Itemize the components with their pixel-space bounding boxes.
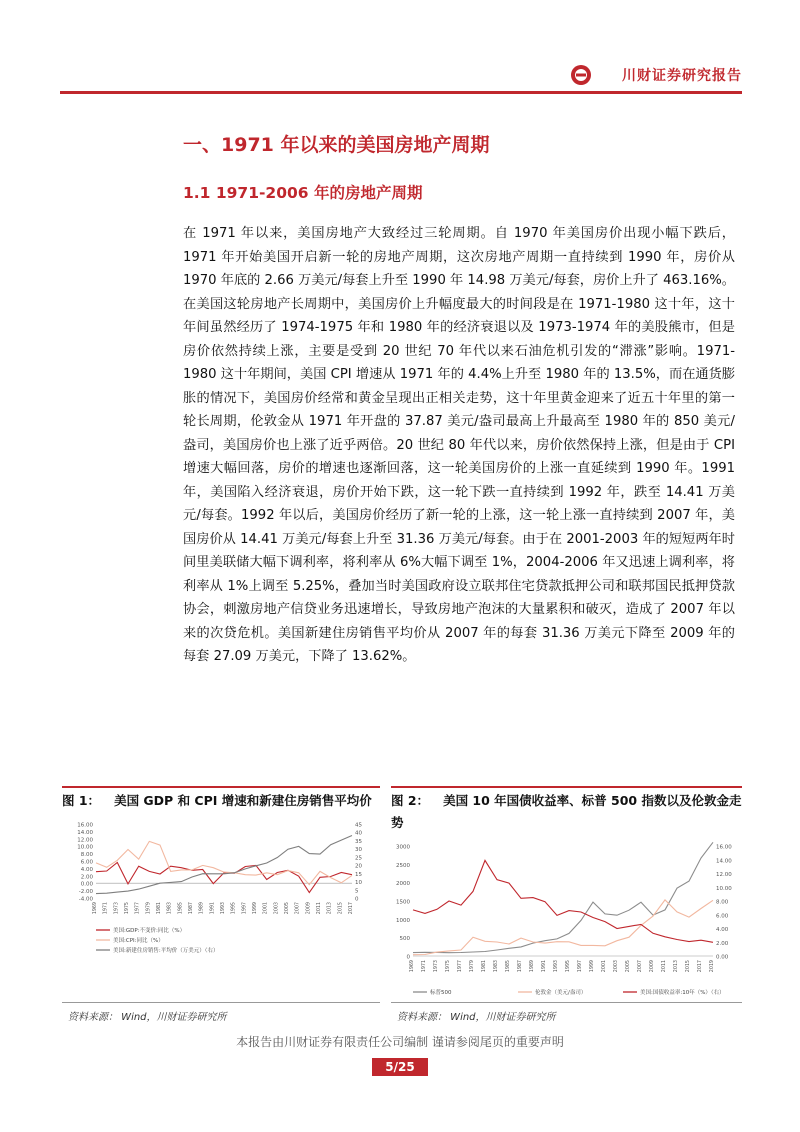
x-tick-label: 2003 <box>274 902 280 915</box>
y-tick-left: 3000 <box>396 844 410 851</box>
legend-label: 伦敦金（美元/盎司） <box>535 990 587 996</box>
header-rule <box>60 91 742 94</box>
y-tick-right: 45 <box>355 822 362 829</box>
body-paragraph: 在 1971 年以来，美国房地产大致经过三轮周期。自 1970 年美国房价出现小幅下跌后，1971 年开始美国开启新一轮的房地产周期，这次房地产周期一直持续到 1990 年，房价从 1970 年底的 2.66 万美元/每套上升至 1990 年 14.98 万美元/每套，房价上升了 463.16%。在美国这轮房地产长周期中，美国房价上升幅度最大的时间段是在 1971-1980 这十年，这十年间虽然经历了 1974-1975 年和 1980 年的经济衰退以及 1973-1974 年的美股熊市，但是房价依然持续上涨，主要是受到 20 世纪 70 年代以来石油危机引发的“滞涨”影响。1971-1980 这十年期间，美国 CPI 增速从 1971 年的 4.4%上升至 1980 年的 13.5%，而在通货膨胀的情况下，美国房价经常和黄金呈现出正相关走势，这十年里黄金迎来了近五十年里的第一轮长周期，伦敦金从 1971 年开盘的 37.87 美元/盎司最高上升最高至 1980 年的 850 美元/盎司，美国房价也上涨了近乎两倍。20 世纪 80 年代以来，房价依然保持上涨，但是由于 CPI 增速大幅回落，房价的增速也逐渐回落，这一轮美国房价的上涨一直延续到 1990 年。1991 年，美国陷入经济衰退，房价开始下跌，这一轮下跌一直持续到 1992 年，跌至 14.41 万美元/每套。1992 年以后，美国房价经历了新一轮的上涨，这一轮上涨一直持续到 2007 年，美国房价从 14.41 万美元/每套上升至 31.36 万美元/每套。由于在 2001-2003 年的短短两年时间里美联储大幅下调利率，将利率从 6%大幅下调至 1%，2004-2006 年又迅速上调利率，将利率从 1%上调至 5.25%，叠加当时美国政府设立联邦住宅贷款抵押公司和联邦国民抵押贷款协会，刺激房地产信贷业务迅速增长，导致房地产泡沫的大量累积和破灭，造成了 2007 年以来的次贷危机。美国新建住房销售平均价从 2007 年的每套 31.36 万美元下降至 2009 年的每套 27.09 万美元，下降了 13.62%。 <box>183 226 735 664</box>
x-tick-label: 1979 <box>470 960 475 973</box>
figure-1-title: 美国 GDP 和 CPI 增速和新建住房销售平均价 <box>114 793 372 808</box>
figure-2-caption <box>391 786 742 834</box>
y-tick-right: 14.00 <box>716 858 732 865</box>
y-tick-left: -2.00 <box>78 889 93 896</box>
y-tick-right: 8.00 <box>716 899 729 906</box>
y-tick-left: 500 <box>399 936 410 943</box>
x-tick-label: 2009 <box>306 902 312 915</box>
x-tick-label: 2003 <box>614 960 619 973</box>
figure-1-chart <box>62 816 380 976</box>
y-tick-right: 16.00 <box>716 844 732 851</box>
x-tick-label: 1983 <box>167 902 173 915</box>
y-tick-right: 10.00 <box>716 885 732 892</box>
x-tick-label: 1997 <box>242 902 248 915</box>
x-tick-label: 1981 <box>482 960 487 973</box>
y-tick-right: 5 <box>355 888 359 895</box>
x-tick-label: 1975 <box>125 902 130 915</box>
source-rule-left <box>62 1002 380 1003</box>
x-tick-label: 1995 <box>231 902 237 915</box>
y-tick-right: 10 <box>355 880 362 887</box>
legend-label: 美国:国债收益率:10年（%）（右） <box>640 990 725 996</box>
figure-1-source: 资料来源： Wind，川财证券研究所 <box>68 1012 227 1023</box>
y-tick-left: 12.00 <box>77 837 93 844</box>
series-line-2 <box>413 860 713 942</box>
y-tick-left: 10.00 <box>77 844 93 851</box>
x-tick-label: 1973 <box>114 902 120 915</box>
x-tick-label: 2001 <box>602 960 607 973</box>
y-tick-right: 2.00 <box>716 940 729 947</box>
x-tick-label: 2015 <box>338 902 344 915</box>
series-line-1 <box>96 841 352 884</box>
chuancai-logo-icon <box>570 64 592 86</box>
x-tick-label: 1989 <box>199 902 205 915</box>
y-tick-right: 40 <box>355 830 362 837</box>
y-tick-left: 2500 <box>396 862 410 869</box>
y-tick-right: 25 <box>355 855 362 862</box>
y-tick-right: 0 <box>355 896 359 903</box>
subsection-title: 1.1 1971-2006 年的房地产周期 <box>183 184 423 202</box>
y-tick-left: 1000 <box>396 917 410 924</box>
x-tick-label: 1995 <box>566 960 571 973</box>
series-line-0 <box>413 842 713 952</box>
x-tick-label: 1991 <box>210 902 216 915</box>
series-line-2 <box>96 836 352 894</box>
x-tick-label: 1987 <box>189 902 194 915</box>
figure-2-number: 图 2： <box>391 793 430 808</box>
x-tick-label: 1973 <box>434 960 439 973</box>
y-tick-left: 6.00 <box>80 859 93 866</box>
legend-label: 美国:新建住房销售:平均价（万美元）（右） <box>113 948 219 954</box>
figure-1 <box>62 786 380 980</box>
x-tick-label: 2017 <box>698 960 703 973</box>
figure-1-number: 图 1： <box>62 793 101 808</box>
x-tick-label: 2007 <box>295 902 301 915</box>
x-tick-label: 2013 <box>327 902 333 915</box>
x-tick-label: 1999 <box>590 960 595 973</box>
x-tick-label: 2013 <box>674 960 679 973</box>
y-tick-left: 1500 <box>396 899 410 906</box>
y-tick-left: 0 <box>406 954 410 961</box>
x-tick-label: 2007 <box>638 960 643 973</box>
x-tick-label: 1969 <box>93 902 98 915</box>
x-tick-label: 1981 <box>157 902 162 915</box>
legend-label: 标普500 <box>430 990 452 996</box>
x-tick-label: 1997 <box>578 960 583 973</box>
y-tick-right: 35 <box>355 838 362 845</box>
y-tick-right: 4.00 <box>716 927 729 933</box>
series-line-1 <box>413 900 713 955</box>
x-tick-label: 1977 <box>135 902 141 915</box>
x-tick-label: 2011 <box>317 902 322 915</box>
y-tick-left: -4.00 <box>78 896 93 903</box>
x-tick-label: 1969 <box>410 960 415 973</box>
x-tick-label: 1987 <box>518 960 523 973</box>
source-rule-right <box>391 1002 742 1003</box>
y-tick-left: 4.00 <box>80 866 93 873</box>
y-tick-left: 2.00 <box>80 874 93 881</box>
legend-label: 美国:CPI:同比（%） <box>113 938 164 944</box>
y-tick-right: 15 <box>355 871 362 878</box>
y-tick-right: 20 <box>355 863 362 870</box>
x-tick-label: 2005 <box>626 960 631 973</box>
page-number: 5/25 <box>372 1058 428 1076</box>
x-tick-label: 2019 <box>710 960 715 973</box>
section-title: 一、1971 年以来的美国房地产周期 <box>183 134 490 156</box>
figure-1-caption <box>62 786 380 812</box>
x-tick-label: 1979 <box>146 902 152 915</box>
y-tick-left: 0.00 <box>80 881 93 888</box>
series-line-0 <box>96 863 352 893</box>
x-tick-label: 1991 <box>542 960 547 973</box>
y-tick-right: 0.00 <box>716 954 729 961</box>
x-tick-label: 1985 <box>506 960 511 973</box>
figure-2-source: 资料来源： Wind，川财证券研究所 <box>397 1012 556 1023</box>
y-tick-right: 30 <box>355 847 362 854</box>
x-tick-label: 2015 <box>686 960 691 973</box>
x-tick-label: 1993 <box>221 902 226 915</box>
footer-disclaimer: 本报告由川财证券有限责任公司编制 谨请参阅尾页的重要声明 <box>236 1035 564 1049</box>
y-tick-left: 2000 <box>396 881 410 888</box>
x-tick-label: 2001 <box>263 902 269 915</box>
figure-2-chart <box>391 838 742 998</box>
page-header <box>60 62 742 92</box>
x-tick-label: 1971 <box>422 960 427 973</box>
figure-2-title: 美国 10 年国债收益率、标普 500 指数以及伦敦金走势 <box>391 793 742 830</box>
figure-2 <box>391 786 742 1002</box>
brand-name: 川财证券研究报告 <box>622 68 742 84</box>
x-tick-label: 2009 <box>650 960 655 973</box>
x-tick-label: 1983 <box>494 960 499 973</box>
x-tick-label: 2017 <box>349 902 354 915</box>
x-tick-label: 1985 <box>178 902 184 915</box>
x-tick-label: 1975 <box>446 960 451 973</box>
y-tick-left: 8.00 <box>80 852 93 859</box>
y-tick-left: 16.00 <box>77 822 93 829</box>
legend-label: 美国:GDP:不变价:同比（%） <box>113 928 186 934</box>
y-tick-right: 6.00 <box>716 913 729 920</box>
y-tick-left: 14.00 <box>77 829 93 836</box>
x-tick-label: 2011 <box>662 960 667 973</box>
x-tick-label: 1999 <box>253 902 258 915</box>
x-tick-label: 1977 <box>458 960 463 973</box>
x-tick-label: 1971 <box>103 902 109 915</box>
y-tick-right: 12.00 <box>716 872 732 878</box>
x-tick-label: 2005 <box>285 902 290 915</box>
x-tick-label: 1993 <box>554 960 559 973</box>
x-tick-label: 1989 <box>530 960 535 973</box>
